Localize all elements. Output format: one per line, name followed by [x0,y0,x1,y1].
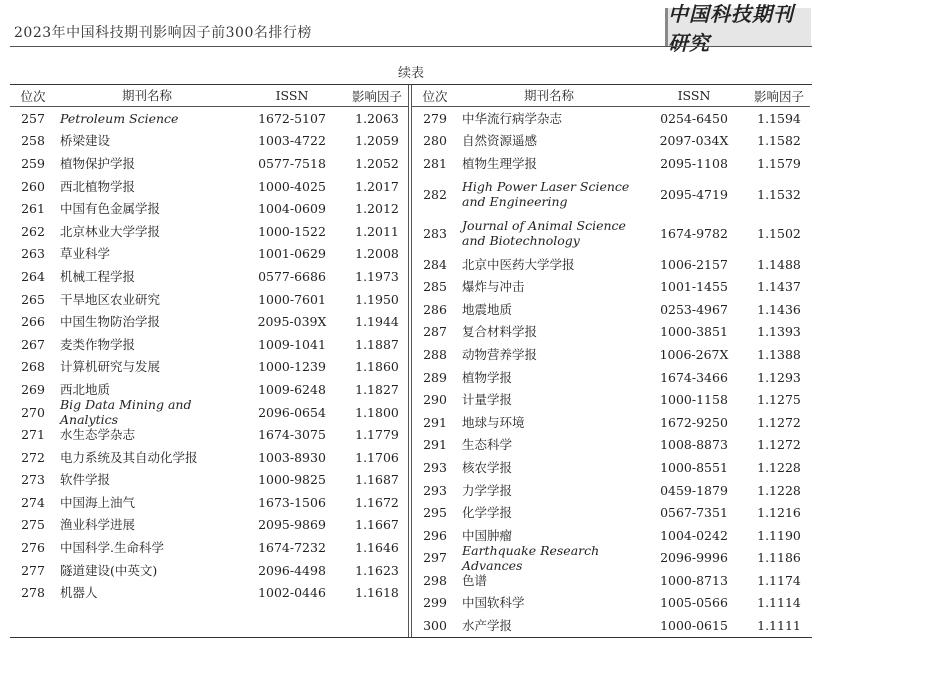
cell-impact-factor: 1.1623 [355,562,399,578]
cell-impact-factor: 1.2008 [355,246,399,262]
cell-journal-name: 中国海上油气 [60,494,136,510]
cell-rank: 259 [21,155,45,171]
cell-rank: 282 [423,186,447,202]
table-row [412,275,810,298]
cell-impact-factor: 1.1272 [757,437,801,453]
cell-journal-name: 核农学报 [462,459,513,475]
cell-journal-name: 机械工程学报 [60,268,136,284]
cell-impact-factor: 1.1293 [757,369,801,385]
cell-journal-name: 植物生理学报 [462,155,538,171]
cell-impact-factor: 1.1594 [757,110,801,126]
cell-rank: 283 [423,225,447,241]
cell-rank: 264 [21,268,45,284]
cell-journal-name: 软件学报 [60,472,111,488]
table-row [412,411,810,434]
cell-rank: 266 [21,314,45,330]
cell-impact-factor: 1.1436 [757,301,801,317]
cell-impact-factor: 1.1111 [757,618,801,634]
cell-journal-name: 计算机研究与发展 [60,359,161,375]
cell-rank: 271 [21,427,45,443]
cell-issn: 1674-3075 [258,427,326,443]
cell-impact-factor: 1.1800 [355,404,399,420]
cell-impact-factor: 1.1950 [355,291,399,307]
col-header-if: 影响因子 [753,88,804,104]
cell-issn: 0577-6686 [258,268,326,284]
cell-journal-name: 干旱地区农业研究 [60,291,161,307]
cell-journal-name: 化学学报 [462,505,513,521]
table-row [10,243,408,266]
cell-issn: 1004-0609 [258,201,326,217]
cell-journal-name: Earthquake Research Advances [462,542,600,573]
cell-impact-factor: 1.1944 [355,314,399,330]
table-row [10,265,408,288]
cell-rank: 297 [423,550,447,566]
cell-impact-factor: 1.1618 [355,585,399,601]
cell-journal-name: 中国软科学 [462,595,525,611]
cell-impact-factor: 1.1228 [757,482,801,498]
col-header-name: 期刊名称 [523,88,574,103]
cell-issn: 2095-039X [257,314,327,330]
table-row [412,253,810,276]
cell-impact-factor: 1.1114 [757,595,801,611]
table-row [10,220,408,243]
cell-issn: 0254-6450 [660,110,728,126]
col-header-name: 期刊名称 [121,88,172,103]
cell-issn: 1000-1522 [258,223,326,239]
cell-issn: 1672-5107 [258,110,326,126]
table-row [10,423,408,446]
cell-issn: 1002-0446 [258,585,326,601]
cell-rank: 277 [21,562,45,578]
cell-issn: 1000-1158 [660,392,728,408]
table-row [10,356,408,379]
cell-rank: 299 [423,595,447,611]
cell-rank: 262 [21,223,45,239]
cell-issn: 1001-1455 [660,279,728,295]
cell-rank: 293 [423,482,447,498]
cell-journal-name: 西北地质 [60,381,111,397]
table-row [412,434,810,457]
cell-rank: 265 [21,291,45,307]
cell-journal-name: 中国肿瘤 [462,527,513,543]
cell-rank: 274 [21,494,45,510]
table-body-right [412,107,810,637]
cell-issn: 0577-7518 [258,155,326,171]
cell-journal-name: Big Data Mining and Analytics [60,397,192,428]
cell-impact-factor: 1.1687 [355,472,399,488]
cell-impact-factor: 1.1388 [757,346,801,362]
cell-journal-name: 隧道建设(中英文) [60,562,158,578]
table-row [10,288,408,311]
cell-issn: 2097-034X [659,133,729,149]
table-header-left [10,85,408,107]
cell-journal-name: Journal of Animal Science and Biotechnology [462,218,626,249]
table-row [10,152,408,175]
cell-issn: 2095-4719 [660,186,728,202]
cell-rank: 272 [21,449,45,465]
cell-journal-name: 力学学报 [462,482,513,498]
ranking-table [10,84,812,638]
cell-rank: 287 [423,324,447,340]
cell-rank: 291 [423,414,447,430]
cell-journal-name: 电力系统及其自动化学报 [60,449,198,465]
cell-journal-name: 水产学报 [462,618,513,634]
table-row [412,343,810,366]
cell-impact-factor: 1.1216 [757,505,801,521]
table-row [412,479,810,502]
table-row [10,333,408,356]
cell-journal-name: 计量学报 [462,392,513,408]
cell-impact-factor: 1.1579 [757,155,801,171]
cell-rank: 295 [423,505,447,521]
cell-impact-factor: 1.1502 [757,225,801,241]
cell-issn: 1009-1041 [258,336,326,352]
cell-issn: 1009-6248 [258,381,326,397]
cell-journal-name: 自然资源遥感 [462,133,538,149]
cell-impact-factor: 1.1488 [757,256,801,272]
cell-issn: 0459-1879 [660,482,728,498]
cell-impact-factor: 1.1646 [355,540,399,556]
cell-journal-name: 中华流行病学杂志 [462,110,563,126]
cell-impact-factor: 1.1887 [355,336,399,352]
cell-journal-name: 中国生物防治学报 [60,314,161,330]
cell-rank: 258 [21,133,45,149]
cell-rank: 286 [423,301,447,317]
cell-rank: 293 [423,459,447,475]
cell-issn: 1000-4025 [258,178,326,194]
table-row [10,197,408,220]
cell-journal-name: 机器人 [60,585,98,601]
cell-impact-factor: 1.2011 [355,223,399,239]
table-body-left [10,107,408,604]
table-left-half [10,85,408,604]
cell-rank: 257 [21,110,45,126]
cell-issn: 2095-9869 [258,517,326,533]
table-row [412,542,810,573]
table-row [412,388,810,411]
cell-journal-name: 草业科学 [60,246,111,262]
table-row [412,152,810,175]
cell-impact-factor: 1.1827 [355,381,399,397]
cell-impact-factor: 1.2063 [355,110,399,126]
table-row [412,130,810,153]
cell-impact-factor: 1.1672 [355,494,399,510]
cell-rank: 279 [423,110,447,126]
table-row [10,491,408,514]
cell-impact-factor: 1.1186 [757,550,801,566]
cell-issn: 1672-9250 [660,414,728,430]
cell-issn: 0253-4967 [660,301,728,317]
cell-impact-factor: 1.1973 [355,268,399,284]
table-row [412,456,810,479]
cell-issn: 1000-1239 [258,359,326,375]
cell-journal-name: 动物营养学报 [462,346,538,362]
table-row [412,592,810,615]
table-right-half [412,85,810,637]
cell-rank: 285 [423,279,447,295]
cell-journal-name: 渔业科学进展 [60,517,136,533]
cell-journal-name: 桥梁建设 [60,133,111,149]
cell-rank: 275 [21,517,45,533]
cell-impact-factor: 1.1667 [355,517,399,533]
cell-journal-name: High Power Laser Science and Engineering [462,179,630,210]
cell-impact-factor: 1.1706 [355,449,399,465]
cell-rank: 273 [21,472,45,488]
cell-rank: 270 [21,404,45,420]
col-header-issn: ISSN [677,88,711,103]
cell-rank: 281 [423,155,447,171]
cell-issn: 1673-1506 [258,494,326,510]
cell-issn: 2096-9996 [660,550,728,566]
col-header-if: 影响因子 [351,88,402,104]
cell-issn: 2096-4498 [258,562,326,578]
cell-impact-factor: 1.1174 [757,572,801,588]
cell-journal-name: 地震地质 [462,301,513,317]
cell-journal-name: 中国科学.生命科学 [60,540,164,556]
cell-issn: 1003-8930 [258,449,326,465]
cell-issn: 1008-8873 [660,437,728,453]
table-row [412,175,810,214]
cell-journal-name: 中国有色金属学报 [60,201,161,217]
cell-issn: 1000-7601 [258,291,326,307]
page-header-title: 2023年中国科技期刊影响因子前300名排行榜 [14,25,312,41]
cell-issn: 1001-0629 [258,246,326,262]
cell-journal-name: 西北植物学报 [60,178,136,194]
cell-journal-name: 爆炸与冲击 [462,279,525,295]
cell-journal-name: 北京林业大学学报 [60,223,161,239]
cell-journal-name: 地球与环境 [462,414,525,430]
table-row [10,130,408,153]
cell-impact-factor: 1.1228 [757,459,801,475]
cell-journal-name: 生态科学 [462,437,513,453]
cell-issn: 1006-267X [659,346,729,362]
cell-rank: 298 [423,572,447,588]
cell-issn: 1004-0242 [660,527,728,543]
cell-rank: 291 [423,437,447,453]
table-row [10,581,408,604]
cell-issn: 1000-8713 [660,572,728,588]
table-row [10,536,408,559]
cell-rank: 296 [423,527,447,543]
table-continued-label: 续表 [397,66,424,81]
cell-issn: 1000-0615 [660,618,728,634]
cell-issn: 0567-7351 [660,505,728,521]
cell-impact-factor: 1.1272 [757,414,801,430]
table-row [10,397,408,428]
table-row [10,446,408,469]
table-row [412,569,810,592]
cell-rank: 284 [423,256,447,272]
col-header-rank: 位次 [20,88,46,104]
table-row [412,107,810,130]
cell-issn: 1000-3851 [660,324,728,340]
cell-issn: 1674-9782 [660,225,728,241]
cell-journal-name: 北京中医药大学学报 [462,256,575,272]
cell-impact-factor: 1.1393 [757,324,801,340]
cell-impact-factor: 1.2059 [355,133,399,149]
cell-rank: 278 [21,585,45,601]
journal-logo: 中国科技期刊研究 [665,8,811,46]
cell-rank: 267 [21,336,45,352]
cell-rank: 290 [423,392,447,408]
cell-rank: 280 [423,133,447,149]
table-row [412,501,810,524]
cell-issn: 1000-8551 [660,459,728,475]
col-header-rank: 位次 [422,88,448,104]
cell-rank: 260 [21,178,45,194]
table-row [10,514,408,537]
table-row [412,214,810,253]
table-header-right [412,85,810,107]
cell-journal-name: Petroleum Science [60,110,179,126]
cell-rank: 288 [423,346,447,362]
table-row [10,559,408,582]
cell-journal-name: 色谱 [462,572,488,588]
table-row [412,298,810,321]
cell-rank: 268 [21,359,45,375]
table-row [10,107,408,130]
cell-issn: 2095-1108 [660,155,728,171]
cell-impact-factor: 1.2017 [355,178,399,194]
table-row [412,614,810,637]
cell-issn: 1006-2157 [660,256,728,272]
cell-impact-factor: 1.2052 [355,155,399,171]
table-row [10,175,408,198]
cell-rank: 289 [423,369,447,385]
cell-impact-factor: 1.1582 [757,133,801,149]
cell-rank: 263 [21,246,45,262]
cell-rank: 300 [423,618,447,634]
table-row [10,310,408,333]
cell-journal-name: 复合材料学报 [462,324,538,340]
cell-issn: 1000-9825 [258,472,326,488]
cell-issn: 2096-0654 [258,404,326,420]
col-header-issn: ISSN [275,88,309,103]
cell-issn: 1674-7232 [258,540,326,556]
cell-issn: 1674-3466 [660,369,728,385]
cell-rank: 261 [21,201,45,217]
cell-impact-factor: 1.1860 [355,359,399,375]
header-rule [10,46,812,47]
cell-issn: 1005-0566 [660,595,728,611]
table-row [412,321,810,344]
cell-rank: 276 [21,540,45,556]
cell-impact-factor: 1.1190 [757,527,801,543]
cell-rank: 269 [21,381,45,397]
table-row [10,469,408,492]
cell-impact-factor: 1.2012 [355,201,399,217]
cell-impact-factor: 1.1779 [355,427,399,443]
cell-journal-name: 植物保护学报 [60,155,136,171]
cell-journal-name: 水生态学杂志 [60,427,136,443]
table-row [412,366,810,389]
cell-impact-factor: 1.1437 [757,279,801,295]
cell-journal-name: 麦类作物学报 [60,336,136,352]
cell-impact-factor: 1.1275 [757,392,801,408]
cell-impact-factor: 1.1532 [757,186,801,202]
cell-issn: 1003-4722 [258,133,326,149]
cell-journal-name: 植物学报 [462,369,513,385]
